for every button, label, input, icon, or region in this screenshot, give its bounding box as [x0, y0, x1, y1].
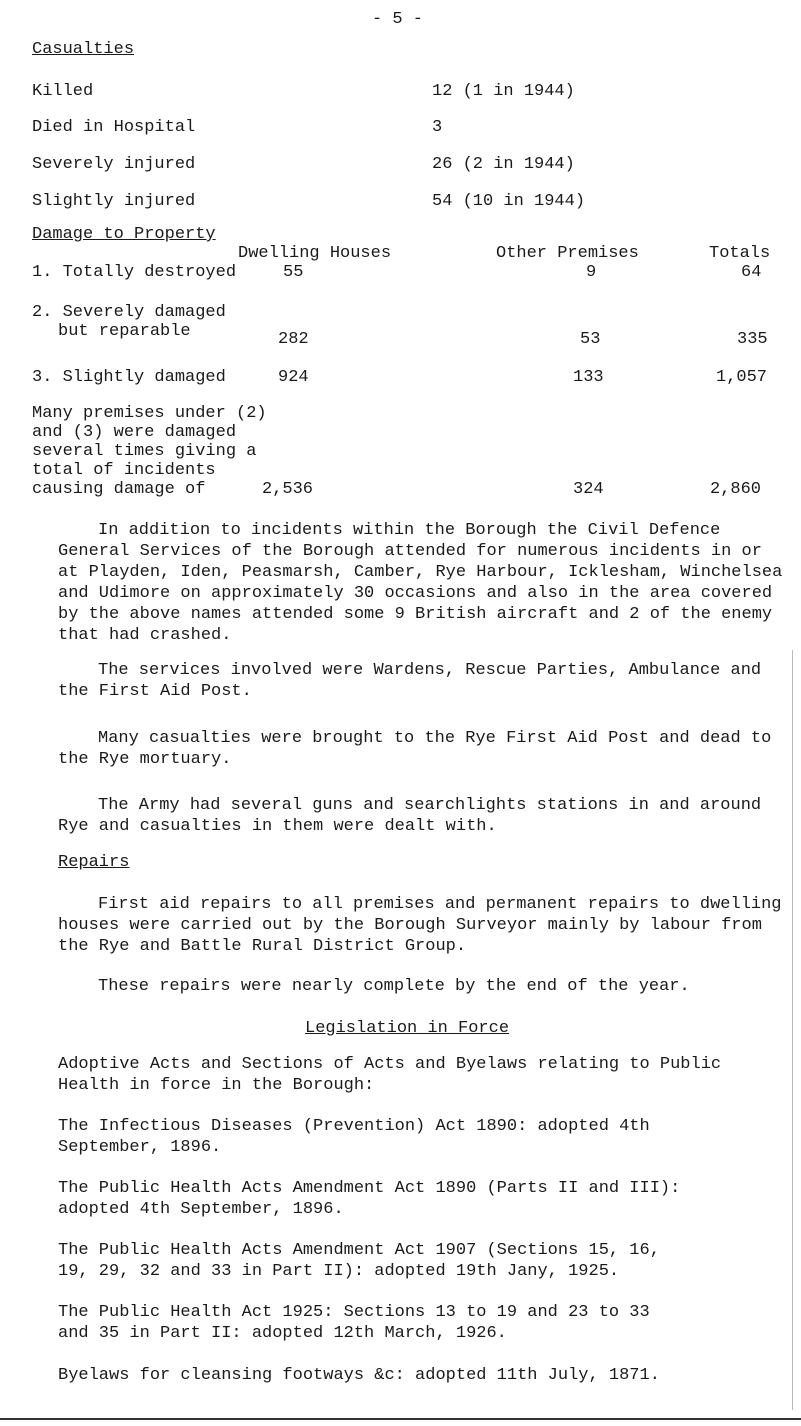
paragraph: The Army had several guns and searchlights stations in and around Rye and casualties in them were dealt with. [58, 796, 762, 836]
casualty-value: 26 (2 in 1944) [432, 155, 575, 174]
paragraph: Many casualties were brought to the Rye First Aid Post and dead to the Rye mortuary. [58, 729, 772, 769]
column-header-other: Other Premises [496, 244, 639, 263]
many-premises-line: and (3) were damaged [32, 423, 237, 442]
damage-other-value: 53 [580, 330, 601, 349]
legislation-intro: Adoptive Acts and Sections of Acts and Byelaws relating to Public Health in force in the Borough: [58, 1055, 722, 1095]
damage-heading: Damage to Property [32, 225, 216, 244]
legislation-item-line: The Public Health Acts Amendment Act 1890 (Parts II and III): [58, 1179, 681, 1198]
damage-row-label: 3. Slightly damaged [32, 368, 226, 387]
damage-dwelling-value: 282 [278, 330, 309, 349]
legislation-item-line: September, 1896. [58, 1138, 222, 1157]
paragraph: In addition to incidents within the Borough the Civil Defence General Services of the Borough attended for numerous incidents in or at Playden, Iden, Peasmarsh, Camber, Rye Harbour, Icklesham, Winchelsea and Udimore on approximately 30 occasions and also in the area covered by the above names attended some 9 British aircraft and 2 of the enemy that had crashed. [58, 521, 783, 645]
paragraph: First aid repairs to all premises and permanent repairs to dwelling houses were carried out by the Borough Surveyor mainly by labour from the Rye and Battle Rural District Group. [58, 895, 782, 956]
damage-other-value: 9 [586, 263, 597, 282]
casualty-label: Severely injured [32, 155, 196, 174]
casualty-label: Slightly injured [32, 192, 196, 211]
bottom-rule [0, 1418, 801, 1420]
many-dwelling-value: 2,536 [262, 480, 314, 499]
legislation-item-line: The Infectious Diseases (Prevention) Act 1890: adopted 4th [58, 1117, 650, 1136]
casualty-value: 54 (10 in 1944) [432, 192, 586, 211]
legislation-item-line: and 35 in Part II: adopted 12th March, 1926. [58, 1324, 507, 1343]
many-premises-line: total of incidents [32, 461, 216, 480]
damage-total-value: 1,057 [716, 368, 768, 387]
paragraph: The services involved were Wardens, Rescue Parties, Ambulance and the First Aid Post. [58, 661, 762, 701]
many-premises-note [32, 404, 267, 499]
damage-other-value: 133 [573, 368, 604, 387]
damage-row-label: 1. Totally destroyed [32, 263, 237, 282]
many-premises-line: several times giving a [32, 442, 257, 461]
column-header-totals: Totals [709, 244, 771, 263]
many-total-value: 2,860 [710, 480, 762, 499]
byelaws-line: Byelaws for cleansing footways &c: adopted 11th July, 1871. [58, 1366, 660, 1385]
legislation-item [58, 1302, 788, 1344]
damage-dwelling-value: 55 [283, 263, 304, 282]
legislation-heading: Legislation in Force [305, 1019, 510, 1038]
legislation-item-line: The Public Health Act 1925: Sections 13 to 19 and 23 to 33 [58, 1303, 650, 1322]
casualty-value: 12 (1 in 1944) [432, 82, 575, 101]
column-header-dwelling: Dwelling Houses [238, 244, 392, 263]
damage-row-label: 2. Severely damaged [32, 303, 226, 322]
damage-total-value: 335 [737, 330, 768, 349]
casualty-label: Died in Hospital [32, 118, 196, 137]
legislation-item [58, 1116, 788, 1158]
many-premises-line: Many premises under (2) [32, 404, 267, 423]
casualty-value: 3 [432, 118, 443, 137]
page-number: - 5 - [372, 10, 424, 29]
damage-row-label-cont: but reparable [58, 322, 191, 341]
casualties-heading: Casualties [32, 40, 135, 59]
legislation-item-line: adopted 4th September, 1896. [58, 1200, 344, 1219]
damage-dwelling-value: 924 [278, 368, 309, 387]
legislation-item [58, 1178, 788, 1220]
casualty-label: Killed [32, 82, 94, 101]
right-edge-shadow [792, 650, 793, 1410]
many-other-value: 324 [573, 480, 604, 499]
repairs-heading: Repairs [58, 853, 130, 872]
legislation-item [58, 1240, 788, 1282]
paragraph: These repairs were nearly complete by the end of the year. [98, 977, 690, 996]
legislation-item-line: The Public Health Acts Amendment Act 1907 (Sections 15, 16, [58, 1241, 660, 1260]
legislation-item-line: 19, 29, 32 and 33 in Part II): adopted 19th Jany, 1925. [58, 1262, 620, 1281]
many-premises-line: causing damage of [32, 480, 206, 499]
damage-total-value: 64 [741, 263, 762, 282]
